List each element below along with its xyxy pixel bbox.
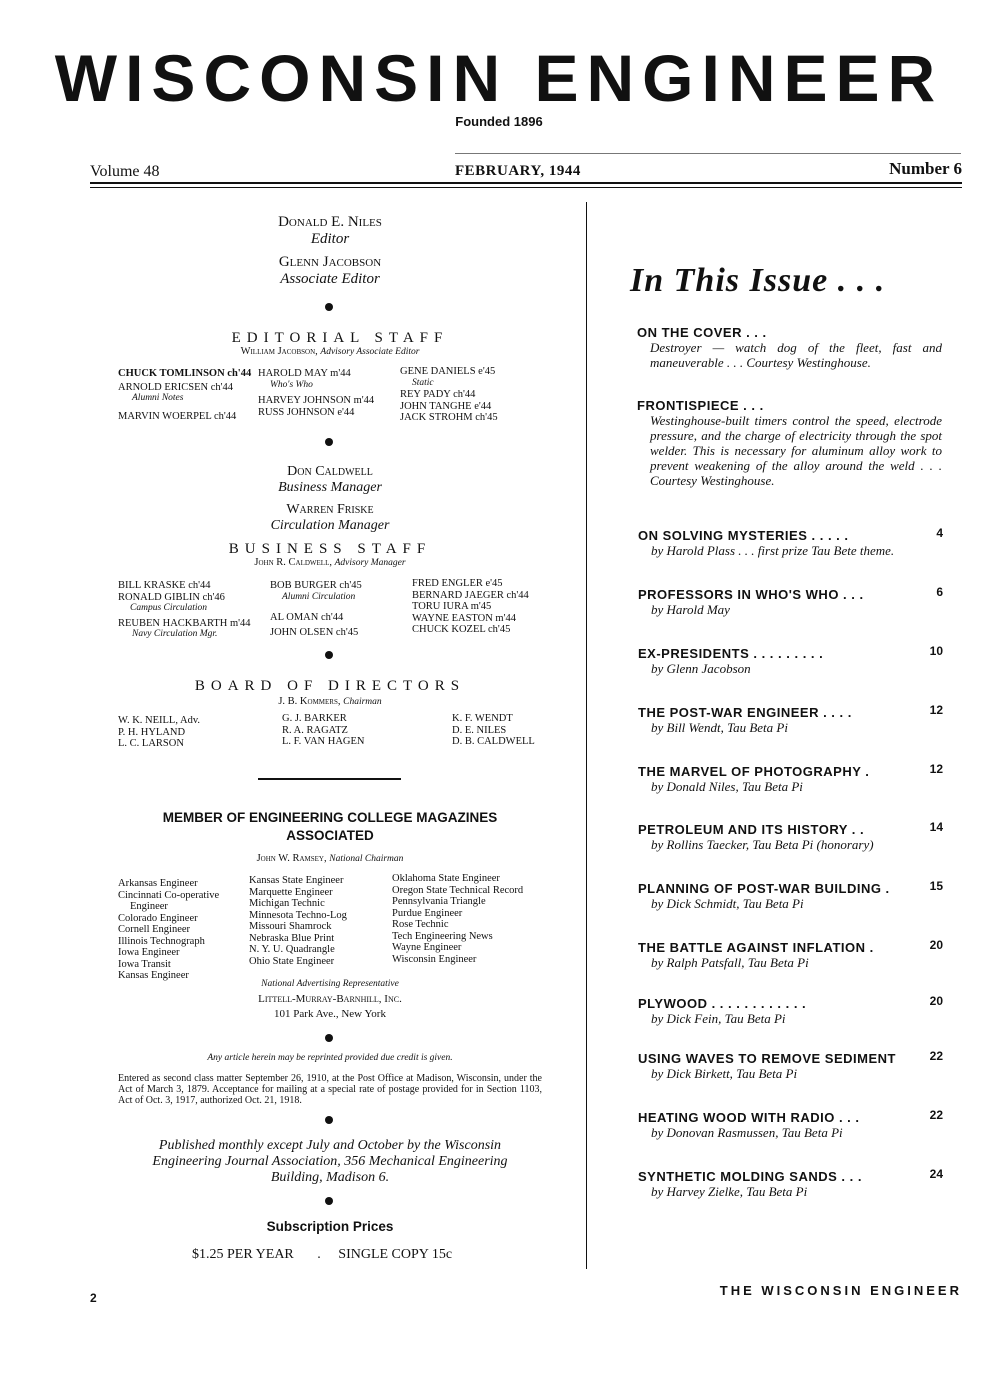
director-name: L. C. LARSON: [118, 738, 184, 749]
header-double-rule-top: [90, 182, 962, 184]
staff-name: HARVEY JOHNSON m'44: [258, 395, 375, 406]
staff-note: Alumni Notes: [132, 393, 184, 403]
bullet-dot: [325, 1197, 333, 1205]
magazine-name: Wisconsin Engineer: [392, 953, 477, 965]
toc-article[interactable]: [638, 587, 943, 618]
magazine-name: Illinois Technograph: [118, 935, 205, 947]
director-name: D. B. CALDWELL: [452, 736, 535, 747]
staff-name: BERNARD JAEGER ch'44: [412, 589, 529, 601]
toc-article-page: 14: [929, 820, 943, 834]
toc-article-title: ON SOLVING MYSTERIES . . . . .: [638, 528, 849, 543]
toc-article[interactable]: [638, 1169, 943, 1200]
staff-note: Who's Who: [270, 379, 313, 390]
section-rule: [258, 778, 401, 780]
staff-note: Static: [412, 377, 434, 388]
toc-article[interactable]: [638, 1110, 943, 1141]
subscription-prices: [192, 1247, 452, 1263]
magazine-name: Ohio State Engineer: [249, 955, 335, 967]
business-manager-role: Business Manager: [278, 480, 382, 495]
staff-name: BOB BURGER ch'45: [270, 580, 362, 591]
toc-cover-title: ON THE COVER . . .: [637, 325, 767, 340]
board-chairman-name: J. B. Kommers,: [278, 696, 341, 707]
magazine-name: Tech Engineering News: [392, 930, 493, 942]
toc-article-title: EX-PRESIDENTS . . . . . . . . .: [638, 646, 824, 661]
toc-article[interactable]: [638, 940, 943, 971]
board-chairman-role: Chairman: [343, 697, 382, 707]
toc-article[interactable]: [638, 528, 943, 559]
magazine-name: Iowa Engineer: [118, 947, 180, 958]
price-per-year: $1.25 PER YEAR: [192, 1247, 294, 1262]
reprint-notice: Any article herein may be reprinted provided due credit is given.: [207, 1053, 453, 1063]
staff-name: RUSS JOHNSON e'44: [258, 406, 355, 418]
circulation-manager-name: Warren Friske: [286, 502, 374, 517]
magazine-name: Iowa Transit: [118, 958, 171, 970]
member-chairman-role: National Chairman: [329, 854, 404, 864]
toc-article-byline: by Harold Plass . . . first prize Tau Bete theme.: [651, 543, 895, 558]
staff-name: REY PADY ch'44: [400, 389, 476, 400]
staff-name: FRED ENGLER e'45: [412, 578, 503, 589]
toc-cover-entry: [637, 325, 942, 370]
magazine-name: Rose Technic: [392, 919, 449, 930]
subscription-heading: Subscription Prices: [266, 1219, 394, 1234]
toc-article-page: 15: [929, 879, 943, 893]
toc-article-page: 20: [929, 938, 943, 952]
staff-name: TORU IURA m'45: [412, 601, 492, 612]
toc-article-byline: by Harold May: [651, 602, 730, 617]
editor-role: Editor: [310, 231, 350, 247]
magazine-name: Cincinnati Co-operative: [118, 889, 220, 901]
staff-name: HAROLD MAY m'44: [258, 368, 351, 379]
staff-name: CHUCK TOMLINSON ch'44: [118, 368, 252, 379]
member-heading-line-1: MEMBER OF ENGINEERING COLLEGE MAGAZINES: [162, 810, 498, 825]
staff-name: CHUCK KOZEL ch'45: [412, 624, 511, 635]
board-col-1: [118, 715, 200, 750]
toc-frontispiece-description: Westinghouse-built timers control the speed, electrode pressure, and the charge of electricity through the spot welder. This is necessary for aluminum alloy work to prevent weakening of the alloy around the weld . . . Courtesy Westinghouse.: [650, 413, 942, 488]
business-advisor-name: John R. Caldwell,: [254, 557, 332, 568]
magazine-name: Nebraska Blue Print: [249, 932, 335, 944]
staff-name: GENE DANIELS e'45: [400, 366, 496, 377]
toc-cover-description: Destroyer — watch dog of the fleet, fast and maneuverable . . . Courtesy Westinghouse.: [650, 340, 942, 370]
business-col-2: [270, 580, 362, 638]
business-col-1: [118, 580, 251, 641]
director-name: L. F. VAN HAGEN: [282, 736, 365, 747]
magazine-name: Michigan Technic: [249, 898, 325, 909]
magazine-name: Kansas State Engineer: [249, 875, 344, 886]
advertising-block: [160, 979, 500, 1020]
published-notice: Published monthly except July and October by the Wisconsin Engineering Journal Association, 356 Mechanical Engineering Building, Madison 6.: [152, 1138, 508, 1185]
editor-block: [230, 214, 430, 288]
toc-article-title: PETROLEUM AND ITS HISTORY . .: [638, 822, 865, 837]
toc-article-title: HEATING WOOD WITH RADIO . . .: [638, 1110, 860, 1125]
board-col-2: [282, 713, 365, 748]
toc-article-byline: by Donald Niles, Tau Beta Pi: [651, 779, 803, 794]
toc-article-byline: by Dick Fein, Tau Beta Pi: [651, 1011, 786, 1026]
column-divider: [586, 202, 587, 1269]
masthead-title: WISCONSIN ENGINEER: [54, 41, 944, 115]
magazine-name: Marquette Engineer: [249, 886, 333, 898]
bullet-dot: [325, 303, 333, 311]
toc-article-byline: by Glenn Jacobson: [651, 661, 751, 676]
toc-article-byline: by Bill Wendt, Tau Beta Pi: [651, 720, 788, 735]
business-col-3: [412, 578, 529, 636]
magazine-name: Minnesota Techno-Log: [249, 909, 347, 921]
toc-article-title: PLANNING OF POST-WAR BUILDING .: [638, 881, 890, 896]
member-col-3: [392, 873, 523, 965]
toc-article-byline: by Donovan Rasmussen, Tau Beta Pi: [651, 1125, 843, 1140]
toc-article-byline: by Rollins Taecker, Tau Beta Pi (honorary): [651, 837, 874, 852]
magazine-name: N. Y. U. Quadrangle: [249, 944, 335, 955]
toc-article[interactable]: [638, 646, 943, 677]
magazine-name: Purdue Engineer: [392, 907, 463, 919]
editorial-staff-heading: EDITORIAL STAFF: [231, 330, 449, 346]
advertising-name: Littell-Murray-Barnhill, Inc.: [258, 993, 402, 1005]
toc-article-byline: by Ralph Patsfall, Tau Beta Pi: [651, 955, 809, 970]
toc-article[interactable]: [638, 705, 943, 736]
volume-label: Volume 48: [90, 163, 160, 180]
magazine-name: Arkansas Engineer: [118, 878, 198, 889]
advertising-address: 101 Park Ave., New York: [274, 1008, 386, 1020]
bullet-dot: [325, 651, 333, 659]
staff-name: AL OMAN ch'44: [270, 612, 344, 623]
director-name: P. H. HYLAND: [118, 726, 186, 738]
toc-article-title: SYNTHETIC MOLDING SANDS . . .: [638, 1169, 862, 1184]
magazine-name: Oregon State Technical Record: [392, 884, 524, 896]
staff-name: RONALD GIBLIN ch'46: [118, 591, 225, 603]
business-advisor-role: Advisory Manager: [334, 558, 406, 568]
staff-name: REUBEN HACKBARTH m'44: [118, 617, 251, 629]
member-col-2: [249, 875, 347, 967]
toc-article-title: PLYWOOD . . . . . . . . . . . .: [638, 996, 807, 1011]
editorial-advisor-line: [130, 346, 530, 357]
member-heading-line-2: ASSOCIATED: [286, 828, 374, 843]
director-name: K. F. WENDT: [452, 713, 513, 724]
bullet-dot: [325, 438, 333, 446]
magazine-name: Wayne Engineer: [392, 942, 462, 953]
business-advisor-line: [130, 557, 530, 568]
page-number: 2: [90, 1291, 97, 1305]
entered-notice: Entered as second class matter September 26, 1910, at the Post Office at Madison, Wisconsin, under the Act of March 3, 1879. Acceptance for mailing at a special rate of postage provided for in Section 1103, Act of Oct. 3, 1917, authorized Oct. 21, 1918.: [118, 1073, 542, 1106]
director-name: W. K. NEILL, Adv.: [118, 715, 201, 726]
bullet-dot: [325, 1116, 333, 1124]
toc-article-title: USING WAVES TO REMOVE SEDIMENT: [638, 1051, 896, 1066]
magazine-name: Cornell Engineer: [118, 924, 191, 935]
toc-article-page: 12: [929, 762, 943, 776]
staff-name: WAYNE EASTON m'44: [412, 612, 516, 624]
toc-article-page: 24: [929, 1167, 943, 1181]
editorial-col-2: [258, 368, 374, 418]
staff-name: ARNOLD ERICSEN ch'44: [118, 381, 234, 393]
staff-name: JACK STROHM ch'45: [400, 412, 498, 423]
toc-article[interactable]: [638, 1051, 943, 1082]
associate-editor-name: Glenn Jacobson: [278, 254, 382, 270]
price-separator: .: [317, 1247, 321, 1262]
magazine-name: Kansas Engineer: [118, 970, 189, 981]
magazine-name: Colorado Engineer: [118, 912, 198, 924]
toc-heading: In This Issue . . .: [630, 262, 886, 299]
toc-article-page: 10: [929, 644, 943, 658]
toc-article-byline: by Harvey Zielke, Tau Beta Pi: [651, 1184, 808, 1199]
board-col-3: [452, 713, 535, 748]
toc-article-title: THE POST-WAR ENGINEER . . . .: [638, 705, 852, 720]
board-chairman-line: [130, 696, 530, 707]
toc-article-page: 22: [929, 1049, 943, 1063]
board-heading: BOARD OF DIRECTORS: [194, 678, 466, 694]
toc-article[interactable]: [638, 996, 943, 1027]
toc-article[interactable]: [638, 822, 943, 853]
toc-frontispiece-title: FRONTISPIECE . . .: [637, 398, 764, 413]
staff-name: JOHN OLSEN ch'45: [270, 626, 359, 638]
toc-article-page: 6: [936, 585, 943, 599]
staff-note: Alumni Circulation: [282, 591, 356, 602]
toc-article-title: PROFESSORS IN WHO'S WHO . . .: [638, 587, 864, 602]
staff-name: BILL KRASKE ch'44: [118, 580, 211, 591]
price-single-copy: SINGLE COPY 15c: [338, 1247, 453, 1262]
toc-article[interactable]: [638, 881, 943, 912]
editor-name: Donald E. Niles: [278, 214, 382, 230]
director-name: D. E. NILES: [452, 724, 507, 736]
member-chairman-name: John W. Ramsey,: [256, 853, 327, 864]
toc-article-page: 4: [936, 526, 943, 540]
magazine-name: Pennsylvania Triangle: [392, 896, 486, 907]
header-thin-rule: [455, 153, 961, 154]
running-title: THE WISCONSIN ENGINEER: [719, 1283, 962, 1298]
associate-editor-role: Associate Editor: [280, 271, 380, 287]
editorial-advisor-name: William Jacobson,: [240, 346, 318, 357]
toc-article-title: THE MARVEL OF PHOTOGRAPHY .: [638, 764, 870, 779]
toc-frontispiece-entry: [637, 398, 942, 488]
toc-article[interactable]: [638, 764, 943, 795]
director-name: R. A. RAGATZ: [282, 724, 348, 736]
advertising-label: National Advertising Representative: [261, 979, 399, 989]
member-heading: [110, 809, 550, 845]
toc-article-page: 12: [929, 703, 943, 717]
editorial-col-1: [118, 368, 251, 422]
issue-number: Number 6: [889, 159, 962, 178]
issue-date: FEBRUARY, 1944: [455, 163, 581, 179]
director-name: G. J. BARKER: [282, 713, 347, 724]
founded-line: Founded 1896: [455, 114, 543, 129]
business-manager-name: Don Caldwell: [287, 464, 373, 479]
staff-name: JOHN TANGHE e'44: [400, 400, 492, 412]
member-chairman-line: [130, 853, 530, 864]
toc-article-byline: by Dick Schmidt, Tau Beta Pi: [651, 896, 804, 911]
toc-article-title: THE BATTLE AGAINST INFLATION .: [638, 940, 874, 955]
editorial-col-3: [400, 366, 498, 424]
magazine-name: Oklahoma State Engineer: [392, 873, 500, 884]
managers-block: [215, 464, 445, 534]
staff-note: Campus Circulation: [130, 603, 207, 613]
staff-name: MARVIN WOERPEL ch'44: [118, 410, 237, 422]
magazine-name: Engineer: [130, 901, 168, 912]
toc-article-byline: by Dick Birkett, Tau Beta Pi: [651, 1066, 798, 1081]
circulation-manager-role: Circulation Manager: [270, 518, 390, 533]
header-double-rule-bottom: [90, 187, 962, 188]
staff-note: Navy Circulation Mgr.: [132, 629, 218, 639]
editorial-advisor-role: Advisory Associate Editor: [320, 347, 420, 357]
bullet-dot: [325, 1034, 333, 1042]
member-col-1: [118, 878, 219, 982]
toc-article-page: 20: [929, 994, 943, 1008]
magazine-name: Missouri Shamrock: [249, 921, 332, 932]
business-staff-heading: BUSINESS STAFF: [228, 541, 432, 557]
toc-article-page: 22: [929, 1108, 943, 1122]
